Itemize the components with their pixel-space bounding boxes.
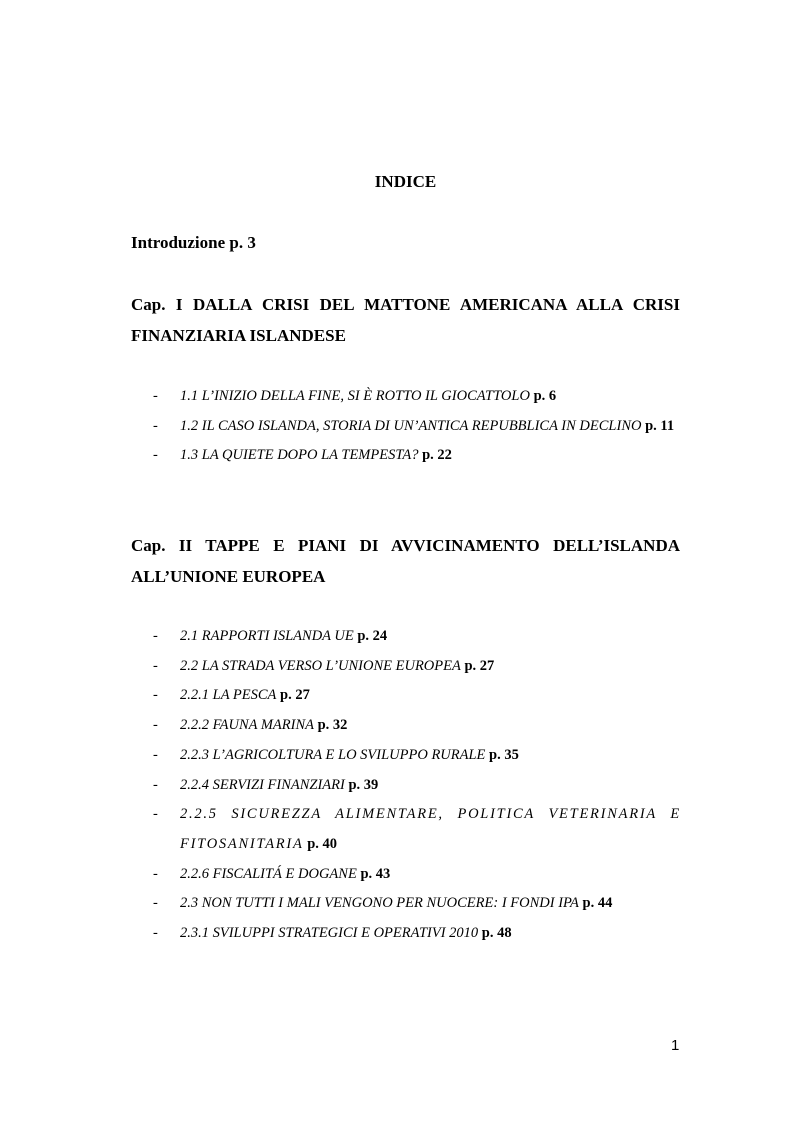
toc-entry <box>153 741 681 771</box>
entry-page-number: p. 24 <box>357 628 388 644</box>
entry-page-number: p. 39 <box>348 776 379 793</box>
toc-entry <box>153 412 681 442</box>
list-dash: - <box>153 657 158 674</box>
list-dash: - <box>153 925 158 942</box>
list-dash: - <box>153 865 158 882</box>
entry-title: 2.2.1 LA PESCA <box>180 687 277 704</box>
entry-page-number: p. 11 <box>645 417 675 434</box>
list-dash: - <box>153 806 158 823</box>
entry-title: 1.2 IL CASO ISLANDA, STORIA DI UN’ANTICA REPUBBLICA IN DECLINO <box>180 417 642 434</box>
toc-entry <box>153 860 681 890</box>
entry-page-number: p. 48 <box>481 925 512 942</box>
toc-entry <box>153 652 681 682</box>
page-number: 1 <box>671 1037 680 1054</box>
toc-entry <box>153 382 681 412</box>
entry-title: 2.2.2 FAUNA MARINA <box>180 717 314 734</box>
list-dash: - <box>153 417 158 434</box>
entry-title: 1.1 L’INIZIO DELLA FINE, SI È ROTTO IL GIOCATTOLO <box>180 388 530 404</box>
entry-page-number: p. 44 <box>582 895 613 912</box>
entry-title: 2.2.4 SERVIZI FINANZIARI <box>180 776 345 793</box>
entry-title: 2.3 NON TUTTI I MALI VENGONO PER NUOCERE: I FONDI IPA <box>180 895 579 912</box>
list-dash: - <box>153 687 158 704</box>
entry-page-number: p. 40 <box>307 835 338 852</box>
entry-page-number: p. 22 <box>422 447 452 464</box>
list-dash: - <box>153 447 158 464</box>
toc-entry <box>153 622 681 652</box>
list-dash: - <box>153 717 158 734</box>
toc-entry <box>153 441 681 471</box>
toc-entry <box>153 771 681 801</box>
toc-entry <box>153 711 681 741</box>
chapter-2-heading: Cap. II TAPPE E PIANI DI AVVICINAMENTO DELL’ISLANDA ALL’UNIONE EUROPEA <box>131 536 680 586</box>
entry-title: 1.3 LA QUIETE DOPO LA TEMPESTA? <box>180 447 419 464</box>
toc-entry <box>153 681 681 711</box>
list-dash: - <box>153 895 158 912</box>
chapter-2-section-list <box>153 622 681 949</box>
entry-page-number: p. 6 <box>533 388 557 404</box>
entry-page-number: p. 43 <box>360 865 391 882</box>
list-dash: - <box>153 388 158 404</box>
entry-page-number: p. 32 <box>317 717 348 734</box>
toc-entry <box>153 889 681 919</box>
entry-title: 2.2.3 L’AGRICOLTURA E LO SVILUPPO RURALE <box>180 746 486 763</box>
entry-title: 2.2.5 SICUREZZA ALIMENTARE, POLITICA VETERINARIA E FITOSANITARIA <box>180 806 681 852</box>
chapter-1-heading: Cap. I DALLA CRISI DEL MATTONE AMERICANA ALLA CRISI FINANZIARIA ISLANDESE <box>131 295 680 345</box>
entry-page-number: p. 27 <box>464 657 495 674</box>
entry-title: 2.3.1 SVILUPPI STRATEGICI E OPERATIVI 2010 <box>180 925 479 942</box>
entry-page-number: p. 35 <box>489 746 519 763</box>
entry-title: 2.2.6 FISCALITÁ E DOGANE <box>180 865 357 882</box>
entry-title: 2.1 RAPPORTI ISLANDA UE <box>180 628 354 644</box>
introduction-entry: Introduzione p. 3 <box>131 233 256 252</box>
entry-title: 2.2 LA STRADA VERSO L’UNIONE EUROPEA <box>180 657 461 674</box>
entry-page-number: p. 27 <box>280 687 310 704</box>
chapter-1-section-list <box>153 382 681 471</box>
list-dash: - <box>153 776 158 793</box>
toc-title: INDICE <box>374 172 437 191</box>
list-dash: - <box>153 746 158 763</box>
toc-entry <box>153 800 681 859</box>
list-dash: - <box>153 628 158 644</box>
toc-entry <box>153 919 681 949</box>
